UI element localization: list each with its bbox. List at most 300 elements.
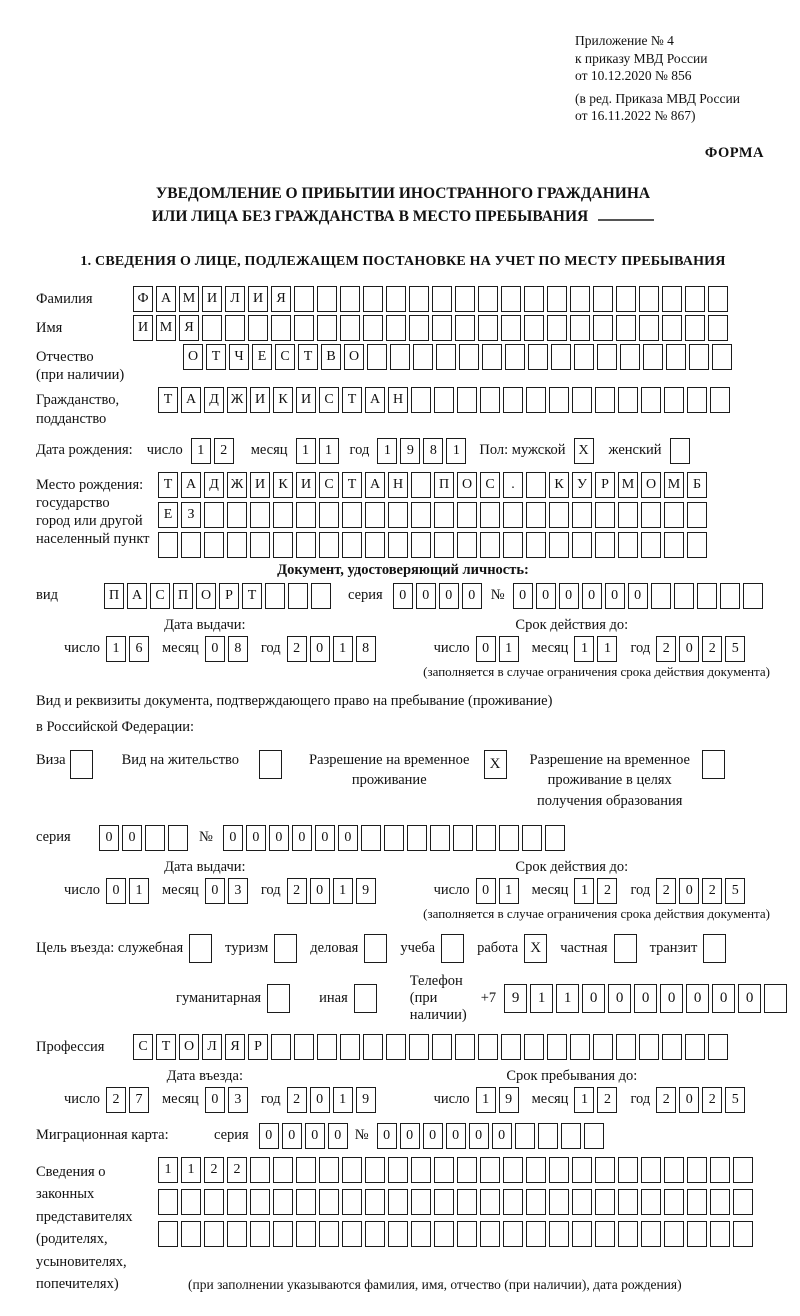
char-cell [503, 387, 523, 413]
char-cell [595, 1157, 615, 1183]
char-cell [204, 1221, 224, 1247]
char-cell [639, 315, 659, 341]
char-cell [430, 825, 450, 851]
char-cell [664, 502, 684, 528]
char-cell: 0 [660, 984, 683, 1013]
char-cell [526, 387, 546, 413]
doc-valid-half [374, 617, 770, 680]
char-cell [503, 532, 523, 558]
permit-issue-half [36, 859, 374, 922]
char-cell: 0 [400, 1123, 420, 1149]
purpose-private [560, 934, 639, 963]
char-cell [733, 1157, 753, 1183]
char-cell [202, 315, 222, 341]
char-cell: К [549, 472, 569, 498]
char-cell: Р [595, 472, 615, 498]
month-label: месяц [531, 1091, 569, 1108]
char-cell [549, 532, 569, 558]
char-cell: 2 [106, 1087, 126, 1113]
char-cell [432, 315, 452, 341]
citizenship-boxes [158, 387, 733, 413]
guardians-note: (при заполнении указываются фамилия, имя, отчество (при наличии), дата рождения) [188, 1276, 682, 1292]
purpose-other-checkbox [348, 984, 380, 1013]
char-cell: 1 [446, 438, 466, 464]
char-cell [501, 1034, 521, 1060]
char-cell: 1 [191, 438, 211, 464]
char-cell [499, 825, 519, 851]
birth-year-boxes [377, 438, 469, 464]
char-cell [388, 502, 408, 528]
char-cell [595, 532, 615, 558]
char-cell: 0 [377, 1123, 397, 1149]
char-cell [411, 1189, 431, 1215]
char-cell [522, 825, 542, 851]
char-cell [593, 286, 613, 312]
char-cell: X [524, 934, 547, 963]
char-cell [547, 286, 567, 312]
entry-date [64, 1087, 374, 1113]
char-cell [273, 1189, 293, 1215]
year-label: год [630, 882, 651, 899]
entry-purpose-row [36, 934, 770, 963]
char-cell [388, 1189, 408, 1215]
char-cell [572, 1157, 592, 1183]
char-cell: 1 [499, 636, 519, 662]
char-cell [687, 1157, 707, 1183]
phone-boxes [504, 984, 790, 1013]
purpose-other-label: иная [319, 989, 348, 1006]
given-name-row [36, 315, 770, 341]
doc-issue-half [36, 617, 374, 680]
char-cell [455, 1034, 475, 1060]
char-cell [538, 1123, 558, 1149]
char-cell: 0 [423, 1123, 443, 1149]
char-cell: 5 [725, 1087, 745, 1113]
title-blank-underline [598, 219, 654, 221]
permit-valid-date [434, 878, 770, 904]
char-cell: 5 [725, 878, 745, 904]
char-cell: 0 [559, 583, 579, 609]
char-cell [265, 583, 285, 609]
char-cell [363, 1034, 383, 1060]
char-cell [158, 532, 178, 558]
purpose-work-checkbox [518, 934, 550, 963]
char-cell [584, 1123, 604, 1149]
permit-issue-month-boxes [205, 878, 251, 904]
purpose-tourism-checkbox [268, 934, 300, 963]
char-cell [503, 502, 523, 528]
purpose-official [36, 934, 215, 963]
char-cell: 0 [679, 1087, 699, 1113]
char-cell: Е [252, 344, 272, 370]
char-cell: 1 [530, 984, 553, 1013]
char-cell [572, 387, 592, 413]
char-cell [294, 286, 314, 312]
char-cell [409, 315, 429, 341]
char-cell: 0 [679, 878, 699, 904]
guardians-line1 [158, 1157, 756, 1183]
doc-valid-day-boxes [476, 636, 522, 662]
char-cell [434, 387, 454, 413]
char-cell [319, 1221, 339, 1247]
char-cell [501, 315, 521, 341]
char-cell [317, 315, 337, 341]
char-cell [710, 1157, 730, 1183]
surname-label: Фамилия [36, 291, 93, 308]
char-cell: Н [388, 472, 408, 498]
char-cell [453, 825, 473, 851]
form-title-line1: УВЕДОМЛЕНИЕ О ПРИБЫТИИ ИНОСТРАННОГО ГРАЖДАНИНА [155, 184, 651, 202]
char-cell: Ф [133, 286, 153, 312]
char-cell [388, 1157, 408, 1183]
doc-issue-date [64, 636, 374, 662]
temp-residence-checkbox [484, 750, 510, 779]
char-cell [434, 1157, 454, 1183]
stay-month-boxes [574, 1087, 620, 1113]
char-cell [733, 1189, 753, 1215]
mig-number-boxes [377, 1123, 607, 1149]
char-cell [526, 1221, 546, 1247]
stay-until-header: Срок пребывания до: [506, 1067, 638, 1084]
char-cell [595, 387, 615, 413]
char-cell: 0 [513, 583, 533, 609]
char-cell: М [179, 286, 199, 312]
char-cell: О [457, 472, 477, 498]
permit-issue-date [64, 878, 374, 904]
char-cell [311, 583, 331, 609]
char-cell: О [183, 344, 203, 370]
char-cell: 2 [227, 1157, 247, 1183]
char-cell [710, 1189, 730, 1215]
char-cell [482, 344, 502, 370]
char-cell: 0 [223, 825, 243, 851]
sex-female-label: женский [608, 442, 662, 459]
char-cell [708, 1034, 728, 1060]
char-cell [70, 750, 93, 779]
citizenship-row [36, 387, 770, 427]
char-cell: 2 [656, 1087, 676, 1113]
char-cell [181, 532, 201, 558]
char-cell: 2 [287, 878, 307, 904]
char-cell [225, 315, 245, 341]
char-cell: М [156, 315, 176, 341]
entry-date-half [36, 1068, 374, 1113]
char-cell [662, 286, 682, 312]
char-cell [524, 1034, 544, 1060]
birth-place-label: Место рождения: государство город или другой населенный пункт [36, 476, 150, 548]
permit-valid-month-boxes [574, 878, 620, 904]
char-cell [572, 532, 592, 558]
day-label: число [433, 1091, 470, 1108]
char-cell [342, 1157, 362, 1183]
char-cell [296, 1189, 316, 1215]
char-cell: 0 [269, 825, 289, 851]
char-cell: 0 [315, 825, 335, 851]
char-cell [549, 502, 569, 528]
char-cell [547, 315, 567, 341]
char-cell: 1 [333, 878, 353, 904]
char-cell: 0 [338, 825, 358, 851]
char-cell [294, 315, 314, 341]
year-label: год [630, 640, 651, 657]
char-cell: 0 [634, 984, 657, 1013]
entry-date-header: Дата въезда: [166, 1067, 244, 1084]
char-cell [411, 1157, 431, 1183]
char-cell [317, 1034, 337, 1060]
char-cell: 6 [129, 636, 149, 662]
char-cell: М [618, 472, 638, 498]
char-cell [662, 315, 682, 341]
char-cell: 1 [476, 1087, 496, 1113]
char-cell: 0 [439, 583, 459, 609]
char-cell: 2 [214, 438, 234, 464]
char-cell: О [179, 1034, 199, 1060]
char-cell [664, 387, 684, 413]
char-cell [702, 750, 725, 779]
char-cell [319, 1157, 339, 1183]
char-cell [480, 532, 500, 558]
char-cell: 2 [204, 1157, 224, 1183]
char-cell [296, 532, 316, 558]
char-cell: А [127, 583, 147, 609]
char-cell [478, 315, 498, 341]
char-cell [361, 825, 381, 851]
birth-day-boxes [191, 438, 237, 464]
day-label: число [433, 640, 470, 657]
doc-valid-year-boxes [656, 636, 748, 662]
char-cell [248, 315, 268, 341]
birth-date-label: Дата рождения: [36, 442, 133, 459]
residence-permit-option [122, 750, 285, 779]
month-label: месяц [161, 1091, 199, 1108]
char-cell: 1 [499, 878, 519, 904]
year-label: год [260, 1091, 281, 1108]
day-label: число [146, 442, 183, 459]
char-cell: 0 [106, 878, 126, 904]
char-cell [411, 387, 431, 413]
char-cell [434, 502, 454, 528]
stay-until-date [434, 1087, 770, 1113]
char-cell [620, 344, 640, 370]
permit-series-row [36, 825, 770, 851]
char-cell [545, 825, 565, 851]
purpose-transit-checkbox [697, 934, 729, 963]
purpose-work-label: работа [477, 939, 519, 956]
char-cell: К [273, 472, 293, 498]
char-cell: С [319, 387, 339, 413]
month-label: месяц [161, 640, 199, 657]
char-cell [478, 286, 498, 312]
purpose-humanitarian-label: гуманитарная [176, 989, 262, 1006]
char-cell: 0 [469, 1123, 489, 1149]
purpose-work [477, 934, 550, 963]
sex-male-label: Пол: мужской [479, 442, 566, 459]
char-cell: П [104, 583, 124, 609]
char-cell [641, 532, 661, 558]
char-cell [181, 1189, 201, 1215]
char-cell [388, 1221, 408, 1247]
surname-row [36, 286, 770, 312]
char-cell [574, 344, 594, 370]
char-cell: Т [158, 387, 178, 413]
char-cell: 0 [310, 636, 330, 662]
char-cell: Ч [229, 344, 249, 370]
visa-label: Виза [36, 751, 66, 768]
char-cell [720, 583, 740, 609]
stay-year-boxes [656, 1087, 748, 1113]
char-cell [618, 1157, 638, 1183]
char-cell [666, 344, 686, 370]
profession-row [36, 1034, 770, 1060]
char-cell [267, 984, 290, 1013]
char-cell [687, 502, 707, 528]
permit-issue-day-boxes [106, 878, 152, 904]
char-cell [342, 1189, 362, 1215]
char-cell [743, 583, 763, 609]
char-cell [697, 583, 717, 609]
purpose-study-checkbox [435, 934, 467, 963]
char-cell [227, 532, 247, 558]
purpose-other [319, 984, 380, 1013]
valid-note: (заполняется в случае ограничения срока действия документа) [423, 663, 770, 679]
char-cell [597, 344, 617, 370]
char-cell [733, 1221, 753, 1247]
char-cell [168, 825, 188, 851]
given-name-boxes [133, 315, 731, 341]
char-cell: С [480, 472, 500, 498]
doc-valid-date [434, 636, 770, 662]
char-cell: С [319, 472, 339, 498]
char-cell: 1 [574, 1087, 594, 1113]
char-cell [250, 1221, 270, 1247]
char-cell: И [250, 472, 270, 498]
char-cell: И [133, 315, 153, 341]
char-cell [411, 502, 431, 528]
birth-place-boxes [158, 472, 710, 558]
char-cell [288, 583, 308, 609]
char-cell: И [202, 286, 222, 312]
char-cell: 0 [582, 984, 605, 1013]
char-cell [340, 315, 360, 341]
char-cell: Д [204, 472, 224, 498]
char-cell: Е [158, 502, 178, 528]
permit-valid-year-boxes [656, 878, 748, 904]
char-cell: 8 [356, 636, 376, 662]
sex-female-checkbox [670, 438, 693, 464]
char-cell [685, 315, 705, 341]
char-cell [685, 286, 705, 312]
char-cell [441, 934, 464, 963]
char-cell: 1 [597, 636, 617, 662]
stay-until-half [374, 1068, 770, 1113]
char-cell: 2 [656, 878, 676, 904]
char-cell [386, 315, 406, 341]
char-cell [296, 1221, 316, 1247]
char-cell [708, 315, 728, 341]
purpose-humanitarian-checkbox [261, 984, 293, 1013]
char-cell [551, 344, 571, 370]
char-cell: Н [388, 387, 408, 413]
char-cell [685, 1034, 705, 1060]
residence-doc-intro: Вид и реквизиты документа, подтверждающего право на пребывание (проживание) в Российской Федерации: [36, 692, 553, 735]
char-cell [595, 1189, 615, 1215]
char-cell [478, 1034, 498, 1060]
patronymic-row [36, 344, 770, 384]
char-cell [687, 532, 707, 558]
char-cell [271, 1034, 291, 1060]
char-cell: 2 [702, 1087, 722, 1113]
permit-valid-day-boxes [476, 878, 522, 904]
purpose-business [310, 934, 390, 963]
char-cell [526, 1157, 546, 1183]
char-cell [354, 984, 377, 1013]
year-label: год [260, 640, 281, 657]
char-cell [526, 472, 546, 498]
char-cell: 3 [228, 1087, 248, 1113]
char-cell [480, 502, 500, 528]
char-cell: 0 [310, 878, 330, 904]
char-cell: 2 [597, 878, 617, 904]
char-cell: 1 [319, 438, 339, 464]
char-cell [413, 344, 433, 370]
char-cell [480, 1189, 500, 1215]
temp-residence-edu-label: Разрешение на временное проживание в целях получения образования [529, 751, 690, 809]
char-cell [595, 1221, 615, 1247]
char-cell: 1 [333, 1087, 353, 1113]
char-cell: 0 [605, 583, 625, 609]
char-cell [670, 438, 690, 464]
char-cell [296, 502, 316, 528]
char-cell [526, 1189, 546, 1215]
mig-series-boxes [259, 1123, 351, 1149]
char-cell [319, 532, 339, 558]
mig-series-label: серия [214, 1127, 249, 1144]
char-cell: 0 [476, 636, 496, 662]
purpose-study-label: учеба [400, 939, 436, 956]
char-cell [664, 1157, 684, 1183]
char-cell: 0 [305, 1123, 325, 1149]
char-cell [643, 344, 663, 370]
temp-residence-option [309, 750, 509, 791]
char-cell: 2 [287, 1087, 307, 1113]
char-cell: П [434, 472, 454, 498]
char-cell [674, 583, 694, 609]
char-cell: С [275, 344, 295, 370]
day-label: число [64, 640, 100, 657]
char-cell [364, 934, 387, 963]
char-cell: Л [202, 1034, 222, 1060]
char-cell [365, 1221, 385, 1247]
char-cell [616, 1034, 636, 1060]
char-cell [639, 1034, 659, 1060]
char-cell: 0 [292, 825, 312, 851]
purpose-humanitarian [176, 984, 293, 1013]
month-label: месяц [161, 882, 199, 899]
visa-checkbox [70, 750, 96, 779]
char-cell: А [181, 472, 201, 498]
char-cell [432, 286, 452, 312]
day-label: число [64, 1091, 100, 1108]
char-cell [457, 502, 477, 528]
char-cell [526, 532, 546, 558]
char-cell: 0 [246, 825, 266, 851]
char-cell [618, 532, 638, 558]
char-cell [158, 1221, 178, 1247]
doc-series-boxes [393, 583, 485, 609]
char-cell: 2 [287, 636, 307, 662]
char-cell [710, 1221, 730, 1247]
char-cell [363, 286, 383, 312]
